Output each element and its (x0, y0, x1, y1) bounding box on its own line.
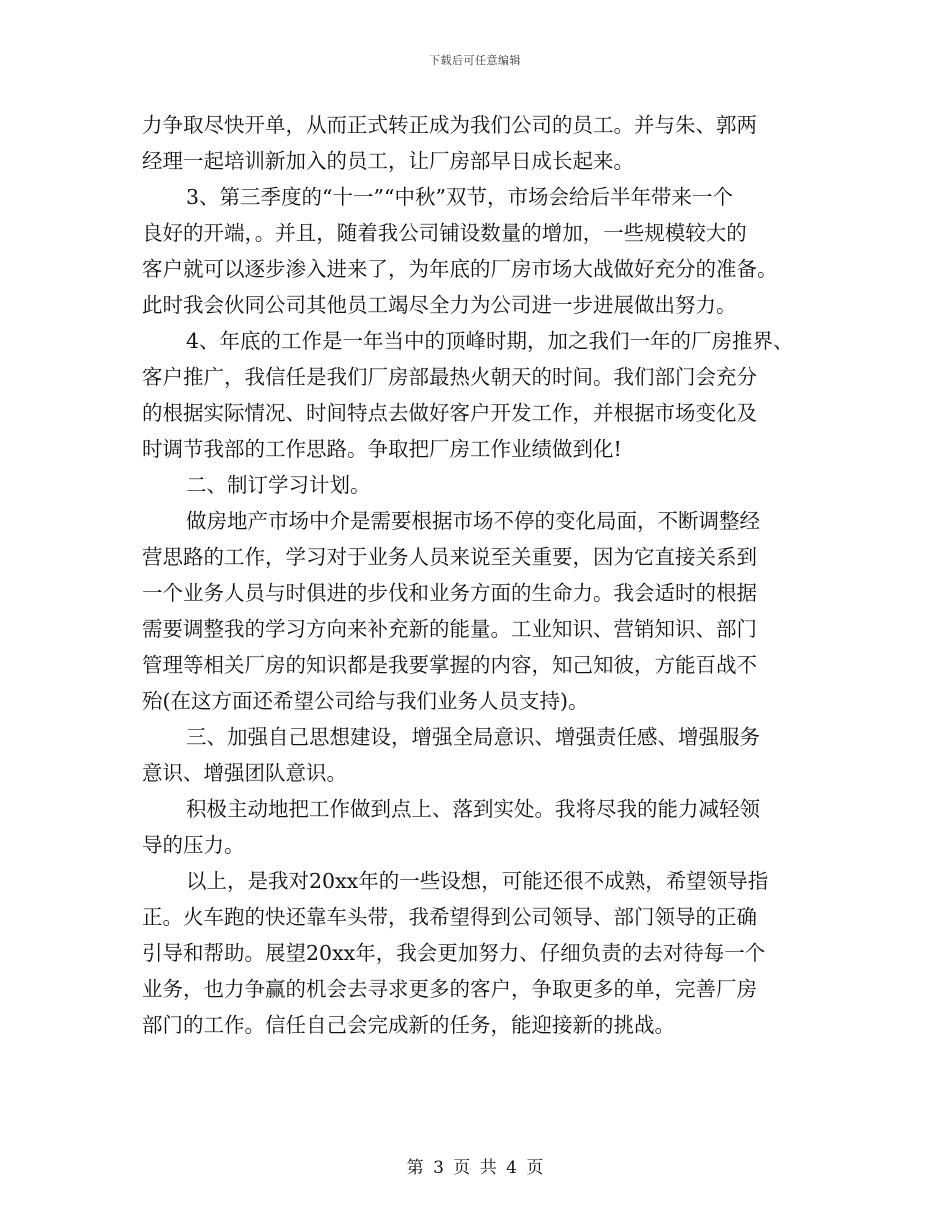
text-line: 经理一起培训新加入的员工，让厂房部早日成长起来。 (142, 149, 634, 173)
page-number-footer: 第 3 页 共 4 页 (406, 1158, 544, 1178)
paragraph-start-line: 3、第三季度的“十一”“中秋”双节，市场会给后半年带来一个 (186, 185, 733, 209)
text-line: 管理等相关厂房的知识都是我要掌握的内容，知己知彼，方能百战不 (142, 653, 757, 677)
text-line: 业务，也力争赢的机会去寻求更多的客户，争取更多的单，完善厂房 (142, 977, 757, 1001)
paragraph-start-line: 积极主动地把工作做到点上、落到实处。我将尽我的能力减轻领 (186, 797, 760, 821)
text-line: 时调节我部的工作思路。争取把厂房工作业绩做到化! (142, 437, 622, 461)
section-heading: 二、制订学习计划。 (186, 473, 371, 497)
text-line: 殆(在这方面还希望公司给与我们业务人员支持)。 (142, 689, 589, 713)
text-line: 意识、增强团队意识。 (142, 761, 347, 785)
text-line: 正。火车跑的快还靠车头带，我希望得到公司领导、部门领导的正确 (142, 905, 757, 929)
page-header: 下载后可任意编辑 (429, 54, 521, 67)
text-line: 引导和帮助。展望20xx年，我会更加努力、仔细负责的去对待每一个 (142, 941, 766, 965)
paragraph-start-line: 4、年底的工作是一年当中的顶峰时期，加之我们一年的厂房推界、 (186, 329, 794, 353)
text-line: 部门的工作。信任自己会完成新的任务，能迎接新的挑战。 (142, 1013, 675, 1037)
text-line: 营思路的工作，学习对于业务人员来说至关重要，因为它直接关系到 (142, 545, 757, 569)
text-line: 客户就可以逐步渗入进来了，为年底的厂房市场大战做好充分的准备。 (142, 257, 778, 281)
section-heading: 三、加强自己思想建设，增强全局意识、增强责任感、增强服务 (186, 725, 760, 749)
text-line: 客户推广，我信任是我们厂房部最热火朝天的时间。我们部门会充分 (142, 365, 757, 389)
paragraph-start-line: 做房地产市场中介是需要根据市场不停的变化局面，不断调整经 (186, 509, 760, 533)
text-line: 良好的开端，。并且，随着我公司铺设数量的增加，一些规模较大的 (142, 221, 747, 245)
text-line: 导的压力。 (142, 833, 245, 857)
text-line: 力争取尽快开单，从而正式转正成为我们公司的员工。并与朱、郭两 (142, 113, 757, 137)
text-line: 此时我会伙同公司其他员工竭尽全力为公司进一步进展做出努力。 (142, 293, 737, 317)
text-line: 的根据实际情况、时间特点去做好客户开发工作，并根据市场变化及 (142, 401, 757, 425)
paragraph-start-line: 以上，是我对20xx年的一些设想，可能还很不成熟，希望领导指 (186, 869, 769, 893)
document-body (142, 107, 822, 1043)
text-line: 需要调整我的学习方向来补充新的能量。工业知识、营销知识、部门 (142, 617, 757, 641)
text-line: 一个业务人员与时俱进的步伐和业务方面的生命力。我会适时的根据 (142, 581, 757, 605)
